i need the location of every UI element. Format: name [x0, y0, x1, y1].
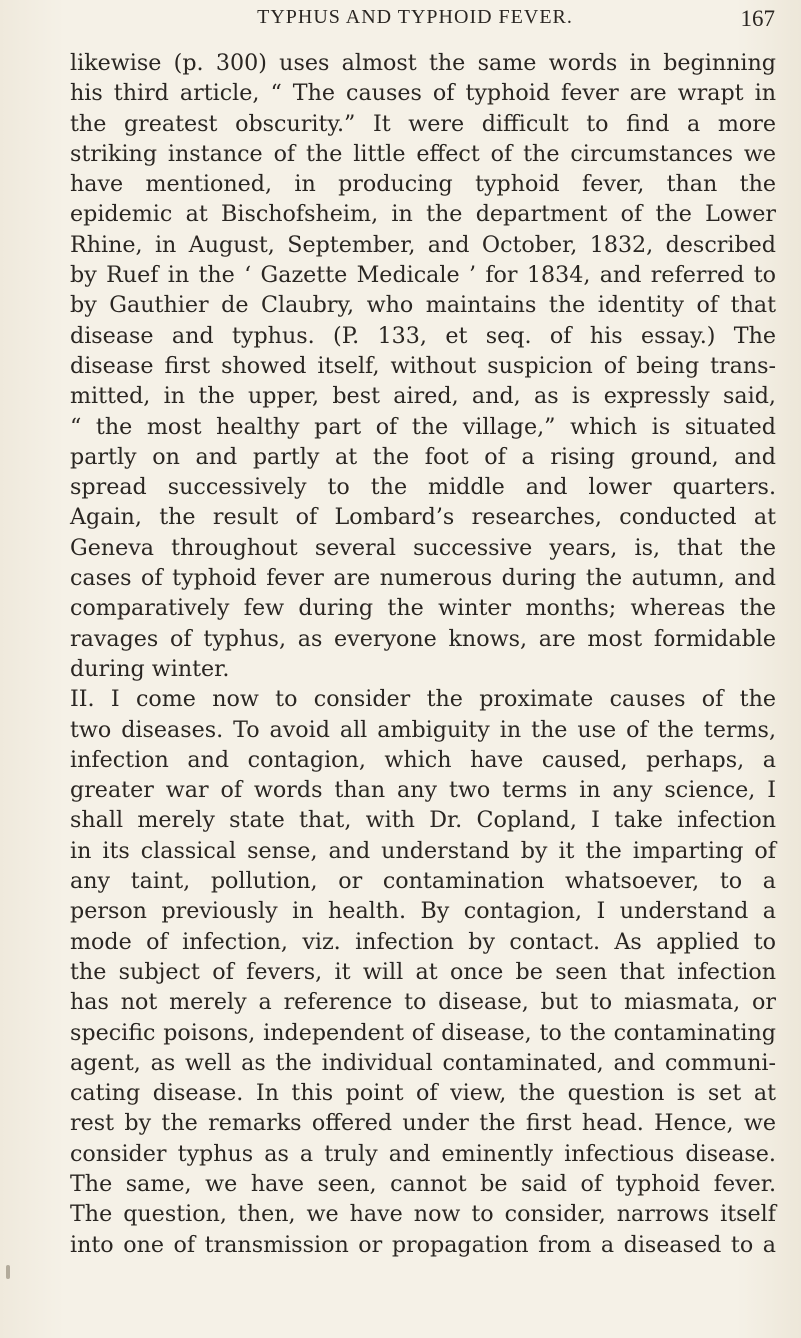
text-line: agent, as well as the individual contaminated, and communi- [70, 1049, 776, 1076]
text-line: mitted, in the upper, best aired, and, as is expressly said, [70, 383, 776, 410]
text-line: infection and contagion, which have caused, perhaps, a [70, 746, 776, 773]
text-line: by Gauthier de Claubry, who maintains the identity of that [70, 292, 776, 319]
text-line: the subject of fevers, it will at once be seen that infection [70, 958, 776, 985]
text-line: have mentioned, in producing typhoid fever, than the [70, 171, 776, 198]
text-line: rest by the remarks offered under the first head. Hence, we [70, 1110, 776, 1137]
text-line: The same, we have seen, cannot be said of typhoid fever. [70, 1170, 776, 1197]
text-line: person previously in health. By contagion, I understand a [70, 898, 776, 925]
text-line: by Ruef in the ‘ Gazette Medicale ’ for 1834, and referred to [70, 262, 776, 289]
text-line: greater war of words than any two terms in any science, I [70, 777, 776, 804]
text-line: two diseases. To avoid all ambiguity in the use of the terms, [70, 716, 776, 743]
text-line: Geneva throughout several successive years, is, that the [70, 534, 776, 561]
text-line: ravages of typhus, as everyone knows, are most formidable [70, 625, 776, 652]
page-number: 167 [740, 6, 775, 31]
running-title: TYPHUS AND TYPHOID FEVER. [257, 6, 573, 28]
text-line: during winter. [70, 655, 230, 682]
text-line: specific poisons, independent of disease, to the contaminating [70, 1019, 776, 1046]
text-line: mode of infection, viz. infection by contact. As applied to [70, 928, 776, 955]
text-line: striking instance of the little effect of the circumstances we [70, 140, 776, 167]
text-line: his third article, “ The causes of typhoid fever are wrapt in [70, 80, 776, 107]
text-line: The question, then, we have now to consider, narrows itself [70, 1201, 776, 1228]
text-line: into one of transmission or propagation from a diseased to a [70, 1231, 776, 1258]
running-head [70, 6, 775, 46]
text-line: in its classical sense, and understand by it the imparting of [70, 837, 776, 864]
text-line: has not merely a reference to disease, but to miasmata, or [70, 989, 776, 1016]
text-line: epidemic at Bischofsheim, in the department of the Lower [70, 201, 776, 228]
text-line: likewise (p. 300) uses almost the same words in beginning [70, 50, 776, 76]
body-text [70, 48, 776, 1260]
text-line: partly on and partly at the foot of a rising ground, and [70, 443, 776, 470]
text-line: cases of typhoid fever are numerous during the autumn, and [70, 565, 776, 592]
text-line: II. I come now to consider the proximate causes of the [70, 686, 776, 713]
text-line: disease and typhus. (P. 133, et seq. of his essay.) The [70, 322, 776, 349]
text-line: consider typhus as a truly and eminently infectious disease. [70, 1140, 776, 1167]
text-line: spread successively to the middle and lower quarters. [70, 474, 776, 501]
text-line: cating disease. In this point of view, the question is set at [70, 1080, 776, 1107]
text-line: “ the most healthy part of the village,” which is situated [70, 413, 776, 440]
text-line: shall merely state that, with Dr. Copland, I take infection [70, 807, 776, 834]
text-line: the greatest obscurity.” It were difficult to find a more [70, 110, 776, 137]
text-line: any taint, pollution, or contamination whatsoever, to a [70, 868, 776, 895]
text-line: Again, the result of Lombard’s researches, conducted at [70, 504, 776, 531]
margin-mark [6, 1265, 10, 1279]
text-line: disease first showed itself, without suspicion of being trans- [70, 352, 776, 379]
text-line: Rhine, in August, September, and October, 1832, described [70, 231, 776, 258]
text-line: comparatively few during the winter months; whereas the [70, 595, 776, 622]
